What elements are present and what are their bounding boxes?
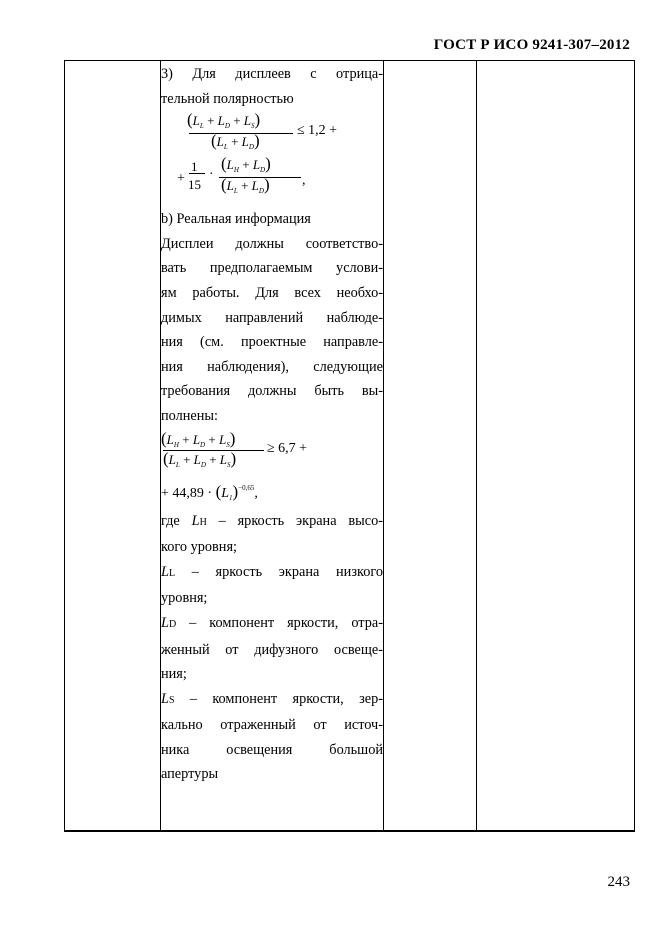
text-line: кого уровня; bbox=[161, 539, 237, 556]
text-line: ния (см. проектные направле- bbox=[161, 334, 383, 351]
text-line: кально отраженный от источ- bbox=[161, 717, 383, 734]
text-line: требования должны быть вы- bbox=[161, 383, 383, 400]
text-line: димых направлений наблюде- bbox=[161, 309, 383, 326]
definition-ls: LS – компонент яркости, зер- bbox=[161, 690, 383, 707]
text-line: ния наблюдения), следующие bbox=[161, 358, 383, 375]
text-line: вать предполагаемым услови- bbox=[161, 260, 383, 277]
definition-ld: LD – компонент яркости, отра- bbox=[161, 614, 383, 631]
text-line: 3) Для дисплеев с отрицa- bbox=[161, 66, 383, 82]
formula-negative-polarity: $(L_L + L_D + L_S)$ $(L_L + L_D)$ ≤ 1,2 + + 1 15 · $(L_H + L_D)$ $(L_L + L_D)$ , bbox=[177, 110, 338, 196]
formula-real-information: $(L_H + L_D + L_S)$ $(L_L + L_D + L_S)$ ≥ 6,7 + + $44,89 \cdot (L_1)^{-0,65}$, bbox=[161, 428, 308, 502]
text-line: женный от дифузного освеще- bbox=[161, 641, 383, 658]
definition-ll: LL – яркость экрана низкого bbox=[161, 563, 383, 580]
text-line: ника освещения большой bbox=[161, 741, 383, 758]
requirements-cell bbox=[161, 62, 383, 787]
text-line: ям работы. Для всех необхо- bbox=[161, 284, 383, 301]
text-line: Дисплеи должны соответство- bbox=[161, 235, 383, 252]
section-title: b) Реальная информация bbox=[161, 211, 311, 228]
text-line: апертуры bbox=[161, 766, 219, 783]
document-header: ГОСТ Р ИСО 9241-307–2012 bbox=[433, 37, 630, 53]
column-divider bbox=[476, 61, 477, 830]
text-line: ния; bbox=[161, 666, 187, 683]
requirements-table bbox=[64, 60, 635, 832]
page-number: 243 bbox=[607, 874, 630, 890]
text-line: тельной полярностью bbox=[161, 90, 294, 107]
definition-lh: где LH – яркость экрана высо- bbox=[161, 512, 383, 529]
text-line: уровня; bbox=[161, 590, 208, 607]
column-divider bbox=[383, 61, 384, 830]
text-line: полнены: bbox=[161, 407, 218, 424]
